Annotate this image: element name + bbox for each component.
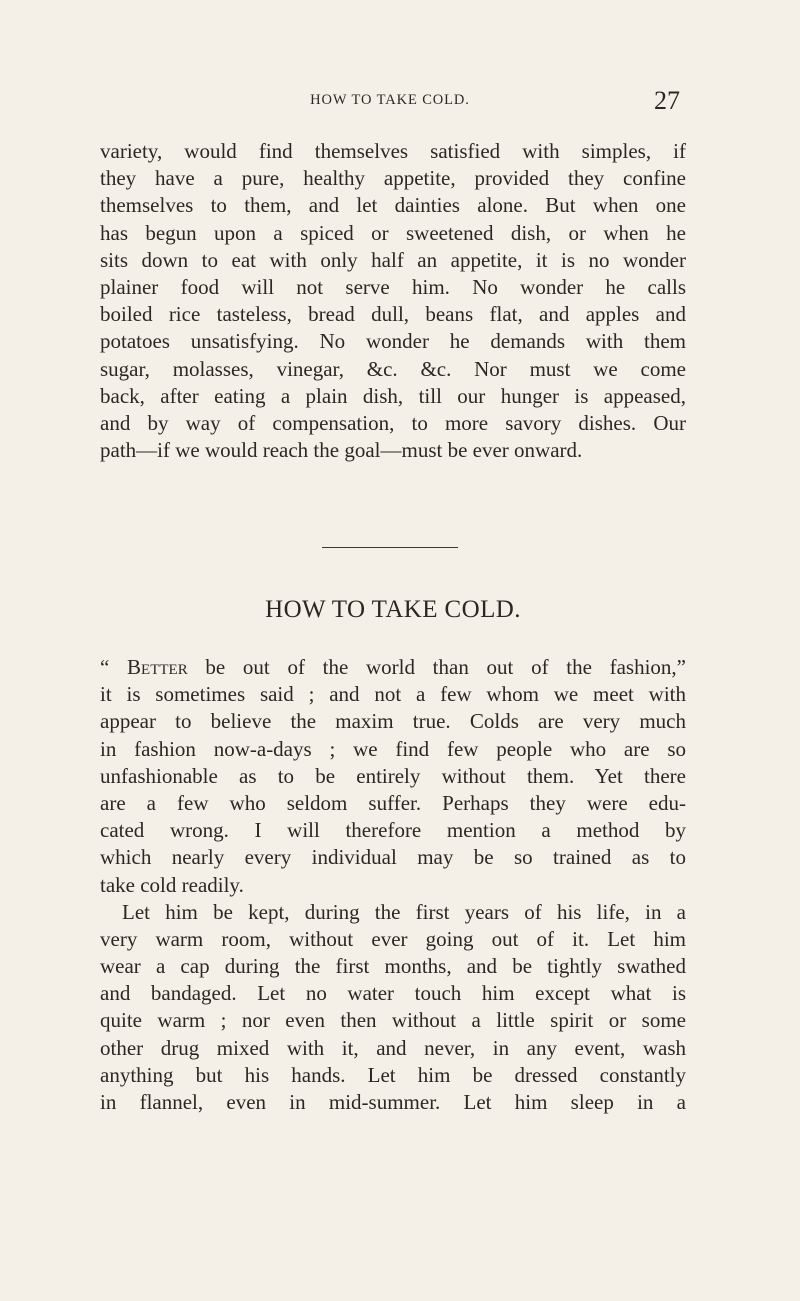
opening-line-rest: be out of the world than out of the fashion,” xyxy=(187,655,686,679)
text-line: path—if we would reach the goal—must be ever onward. xyxy=(100,438,583,463)
text-line: sits down to eat with only half an appetite, it is no wonder xyxy=(100,247,686,272)
text-line: cated wrong. I will therefore mention a method by xyxy=(100,818,686,843)
drop-word: Better xyxy=(127,655,188,679)
text-line: very warm room, without ever going out of it. Let him xyxy=(100,926,686,951)
section-divider-rule xyxy=(322,547,458,548)
running-title: HOW TO TAKE COLD. xyxy=(310,92,470,108)
continued-paragraph xyxy=(100,138,686,464)
running-head xyxy=(100,88,680,116)
text-line: sugar, molasses, vinegar, &c. &c. Nor must we come xyxy=(100,356,686,381)
text-line: themselves to them, and let dainties alone. But when one xyxy=(100,193,686,218)
text-line: and by way of compensation, to more savory dishes. Our xyxy=(100,410,686,435)
text-line: it is sometimes said ; and not a few whom we meet with xyxy=(100,682,686,707)
text-line: plainer food will not serve him. No wonder he calls xyxy=(100,274,686,299)
text-line: in flannel, even in mid-summer. Let him sleep in a xyxy=(100,1090,686,1114)
text-line: unfashionable as to be entirely without them. Yet there xyxy=(100,763,686,788)
text-line: Let him be kept, during the first years of his life, in a xyxy=(122,899,686,924)
page-number: 27 xyxy=(654,86,680,115)
text-line: variety, would find themselves satisfied with simples, if xyxy=(100,139,686,163)
text-line: appear to believe the maxim true. Colds are very much xyxy=(100,709,686,734)
text-line: other drug mixed with it, and never, in any event, wash xyxy=(100,1035,686,1060)
section-body xyxy=(100,654,686,1116)
text-line: in fashion now-a-days ; we find few people who are so xyxy=(100,736,686,761)
text-line: quite warm ; nor even then without a little spirit or some xyxy=(100,1008,686,1033)
text-line: they have a pure, healthy appetite, provided they confine xyxy=(100,166,686,191)
text-line: wear a cap during the first months, and be tightly swathed xyxy=(100,954,686,979)
text-line: which nearly every individual may be so trained as to xyxy=(100,845,686,870)
text-line: anything but his hands. Let him be dressed constantly xyxy=(100,1062,686,1087)
section-heading: HOW TO TAKE COLD. xyxy=(265,596,521,623)
text-line: are a few who seldom suffer. Perhaps they were edu- xyxy=(100,790,686,815)
text-line: boiled rice tasteless, bread dull, beans flat, and apples and xyxy=(100,302,686,327)
text-line: has begun upon a spiced or sweetened dish, or when he xyxy=(100,220,686,245)
opening-quote: “ xyxy=(100,655,128,679)
text-line: back, after eating a plain dish, till our hunger is appeased, xyxy=(100,383,686,408)
text-line: and bandaged. Let no water touch him except what is xyxy=(100,981,686,1006)
opening-line xyxy=(100,654,686,681)
text-line: potatoes unsatisfying. No wonder he demands with them xyxy=(100,329,686,354)
text-line: take cold readily. xyxy=(100,872,244,897)
